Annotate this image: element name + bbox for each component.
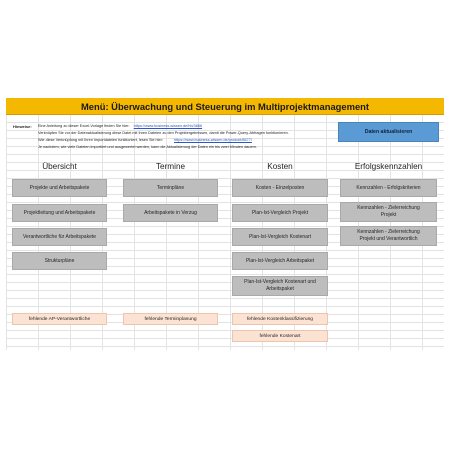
button-label-line-1: Kennzahlen - Zielerreichung <box>357 229 420 236</box>
hint-line-4: Je nachdem, wie viele Dateien importiert und ausgewertet werden, kann die Aktualisierung der Daten ein bis zwei Minuten dauern. <box>38 145 258 149</box>
cost-items-button[interactable]: Kosten - Einzelposten <box>232 179 328 197</box>
missing-cost-type-warning-button[interactable]: fehlende Kostenart <box>232 330 328 342</box>
button-label-line-1: Kennzahlen - Zielerreichung <box>357 205 420 212</box>
plan-actual-cost-type-workpackage-button[interactable] <box>232 276 328 296</box>
kpi-success-criteria-button[interactable]: Kennzahlen - Erfolgskriterien <box>340 179 437 197</box>
linking-guide-link[interactable]: https://www.business-wissen.de/produkt/8677/ <box>174 138 252 142</box>
costs-heading: Kosten <box>267 162 293 171</box>
plan-actual-cost-type-button[interactable]: Plan-Ist-Vergleich Kostenart <box>232 228 328 246</box>
hint-line-1 <box>38 124 202 128</box>
manual-link[interactable]: https://www.business-wissen.de/hb/3866 <box>133 124 203 128</box>
update-data-button[interactable]: Daten aktualisieren <box>338 122 439 142</box>
structure-plans-button[interactable]: Strukturpläne <box>12 252 107 270</box>
projects-workpackages-button[interactable]: Projekte und Arbeitspakete <box>12 179 107 197</box>
missing-cost-classification-warning-button[interactable]: fehlende Kostenklassifizierung <box>232 313 328 325</box>
plan-actual-workpackage-button[interactable]: Plan-Ist-Vergleich Arbeitspaket <box>232 252 328 270</box>
kpi-goal-project-button[interactable] <box>340 202 437 222</box>
menu-title-bar <box>6 98 444 115</box>
missing-scheduling-warning-button[interactable]: fehlende Terminplanung <box>123 313 218 325</box>
schedule-heading: Termine <box>155 162 186 171</box>
plan-actual-project-button[interactable]: Plan-Ist-Vergleich Projekt <box>232 204 328 222</box>
button-label-line-2: Projekt <box>380 212 397 218</box>
hints-label: Hinweise: <box>13 124 32 129</box>
kpi-heading: Erfolgskennzahlen <box>354 162 423 171</box>
workpackage-owners-button[interactable]: Verantwortliche für Arbeitspakete <box>12 228 107 246</box>
schedules-button[interactable]: Terminpläne <box>123 179 218 197</box>
hint-line-1-text: Eine Anleitung zu dieser Excel-Vorlage finden Sie hier: <box>38 124 130 128</box>
delayed-workpackages-button[interactable]: Arbeitspakete in Verzug <box>123 204 218 222</box>
kpi-goal-project-owner-button[interactable] <box>340 226 437 246</box>
page-title: Menü: Überwachung und Steuerung im Multiprojektmanagement <box>80 100 370 112</box>
button-label-line-2: Projekt und Verantwortlich <box>359 236 418 242</box>
project-lead-workpackages-button[interactable]: Projektleitung und Arbeitspakete <box>12 204 107 222</box>
hint-line-3 <box>38 138 252 142</box>
hint-line-3-text: Wie diese Verknüpfung mit Ihren Importdateien funktioniert, lesen Sie hier: <box>38 138 163 142</box>
button-label-line-2: Arbeitspaket <box>266 286 294 292</box>
button-label-line-1: Plan-Ist-Vergleich Kostenart und <box>244 279 316 286</box>
hint-line-2: Verknüpfen Sie vor der Datenaktualisierung diese Datei mit Ihren Dateien zu den Projektergebnissen, damit die Power-Query-Abfragen funktionieren. <box>38 131 289 135</box>
overview-heading: Übersicht <box>42 162 77 171</box>
missing-owner-warning-button[interactable]: fehlende AP-Verantwortliche <box>12 313 107 325</box>
